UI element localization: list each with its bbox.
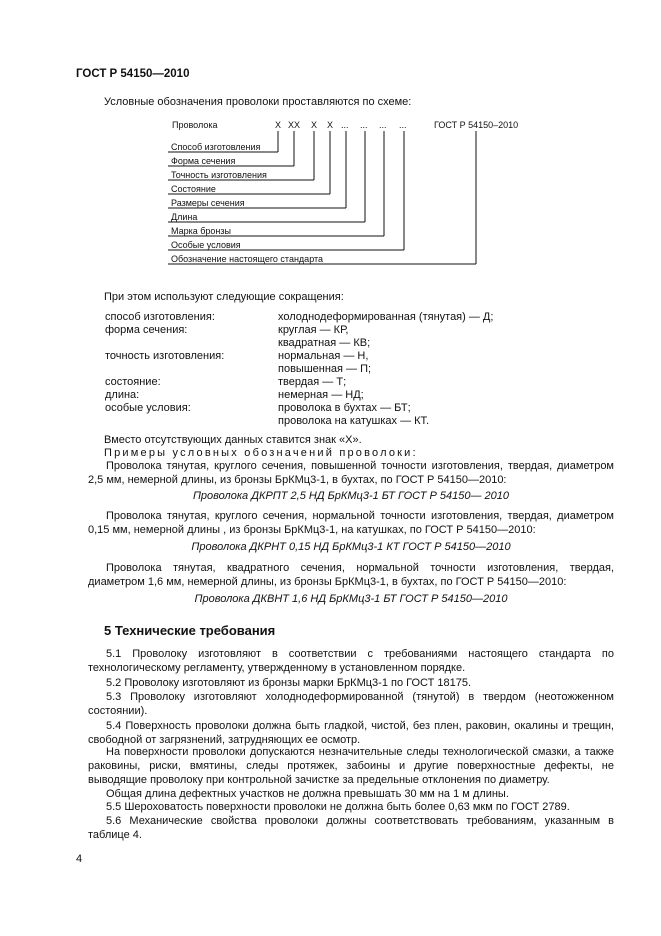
scheme-label: Размеры сечения: [171, 198, 245, 208]
section-paragraph: 5.5 Шероховатость поверхности проволоки не должна быть более 0,63 мкм по ГОСТ 2789.: [106, 801, 570, 813]
abbr-value: круглая — КР,: [278, 324, 349, 336]
missing-data-note: Вместо отсутствующих данных ставится знак «Х».: [104, 434, 362, 446]
abbr-value: проволока в бухтах — БТ;: [278, 402, 411, 414]
scheme-label: Особые условия: [171, 240, 241, 250]
abbr-key: состояние:: [105, 376, 161, 388]
abbr-key: способ изготовления:: [105, 311, 215, 323]
abbr-value: немерная — НД;: [278, 389, 364, 401]
section-title: 5 Технические требования: [104, 623, 276, 638]
designation-scheme: [0, 0, 661, 290]
scheme-label: Марка бронзы: [171, 226, 231, 236]
section-paragraph: 5.2 Проволоку изготовляют из бронзы марки БрКМц3-1 по ГОСТ 18175.: [106, 677, 472, 689]
abbr-key: форма сечения:: [105, 324, 188, 336]
section-paragraph: 5.1 Проволоку изготовляют в соответствии с требованиями настоящего стандарта по технологическому регламенту, утвержденному в установленном порядке.: [88, 648, 614, 674]
scheme-mark: Х: [311, 120, 318, 130]
scheme-mark: ...: [399, 120, 407, 130]
scheme-mark: Х: [327, 120, 334, 130]
scheme-standard: ГОСТ Р 54150–2010: [434, 120, 519, 130]
scheme-mark: ...: [341, 120, 349, 130]
abbr-value: проволока на катушках — КТ.: [278, 415, 430, 427]
document-header: ГОСТ Р 54150—2010: [76, 68, 190, 80]
section-paragraph: На поверхности проволоки допускаются незначительные следы технологической смазки, а также раковины, риски, вмятины, следы протяжек, забоины и другие поверхностные дефекты, не выводящие проволоку при контрольной зачистке за предельные отклонения по диаметру.: [88, 746, 614, 786]
scheme-label: Обозначение настоящего стандарта: [171, 254, 324, 264]
scheme-intro: Условные обозначения проволоки проставляются по схеме:: [104, 96, 412, 108]
section-paragraph: 5.3 Проволоку изготовляют холоднодеформированной (тянутой) в твердом (неотожженном состоянии).: [88, 691, 614, 717]
scheme-mark: Х: [275, 120, 282, 130]
scheme-mark: ...: [360, 120, 368, 130]
scheme-label: Форма сечения: [171, 156, 236, 166]
abbr-value: холоднодеформированная (тянутая) — Д;: [278, 311, 494, 323]
scheme-label: Способ изготовления: [171, 142, 261, 152]
example-designation: Проволока ДКРПТ 2,5 НД БрКМц3-1 БТ ГОСТ Р 54150— 2010: [192, 490, 510, 502]
section-paragraph: 5.4 Поверхность проволоки должна быть гладкой, чистой, без плен, раковин, окалины и трещин, свободной от загрязнений, затрудняющих ее осмотр.: [88, 720, 614, 746]
example-designation: Проволока ДКРНТ 0,15 НД БрКМц3-1 КТ ГОСТ Р 54150—2010: [191, 541, 511, 553]
example-text: Проволока тянутая, круглого сечения, нормальной точности изготовления, твердая, диаметром 0,15 мм, немерной длины , из бронзы БрКМц3-1, на катушках, по ГОСТ Р 54150—2010:: [88, 510, 614, 536]
example-designation: Проволока ДКВНТ 1,6 НД БрКМц3-1 БТ ГОСТ Р 54150—2010: [194, 593, 508, 605]
scheme-label: Состояние: [171, 184, 216, 194]
abbr-value: нормальная — Н,: [278, 350, 369, 362]
page-number: 4: [76, 853, 83, 865]
scheme-mark: ХХ: [288, 120, 301, 130]
abbr-key: особые условия:: [105, 402, 191, 414]
section-paragraph: 5.6 Механические свойства проволоки должны соответствовать требованиям, указанным в таблице 4.: [88, 815, 614, 841]
abbr-intro: При этом используют следующие сокращения:: [104, 291, 344, 303]
scheme-mark: ...: [379, 120, 387, 130]
scheme-label: Точность изготовления: [171, 170, 267, 180]
abbr-key: длина:: [105, 389, 140, 401]
examples-heading: Примеры условных обозначений проволоки:: [104, 447, 418, 459]
section-paragraph: Общая длина дефектных участков не должна превышать 30 мм на 1 м длины.: [106, 788, 509, 800]
abbr-value: твердая — Т;: [278, 376, 347, 388]
abbr-value: повышенная — П;: [278, 363, 372, 375]
abbr-key: точность изготовления:: [105, 350, 225, 362]
abbr-value: квадратная — КВ;: [278, 337, 371, 349]
example-text: Проволока тянутая, квадратного сечения, нормальной точности изготовления, твердая, диаметром 1,6 мм, немерной длины, из бронзы БрКМц3-1, в бухтах, по ГОСТ Р 54150—2010:: [88, 562, 614, 588]
scheme-title: Проволока: [172, 120, 218, 130]
example-text: Проволока тянутая, круглого сечения, повышенной точности изготовления, твердая, диаметром 2,5 мм, немерной длины, из бронзы БрКМц3-1, в бухтах, по ГОСТ Р 54150—2010:: [88, 460, 614, 486]
scheme-label: Длина: [171, 212, 198, 222]
